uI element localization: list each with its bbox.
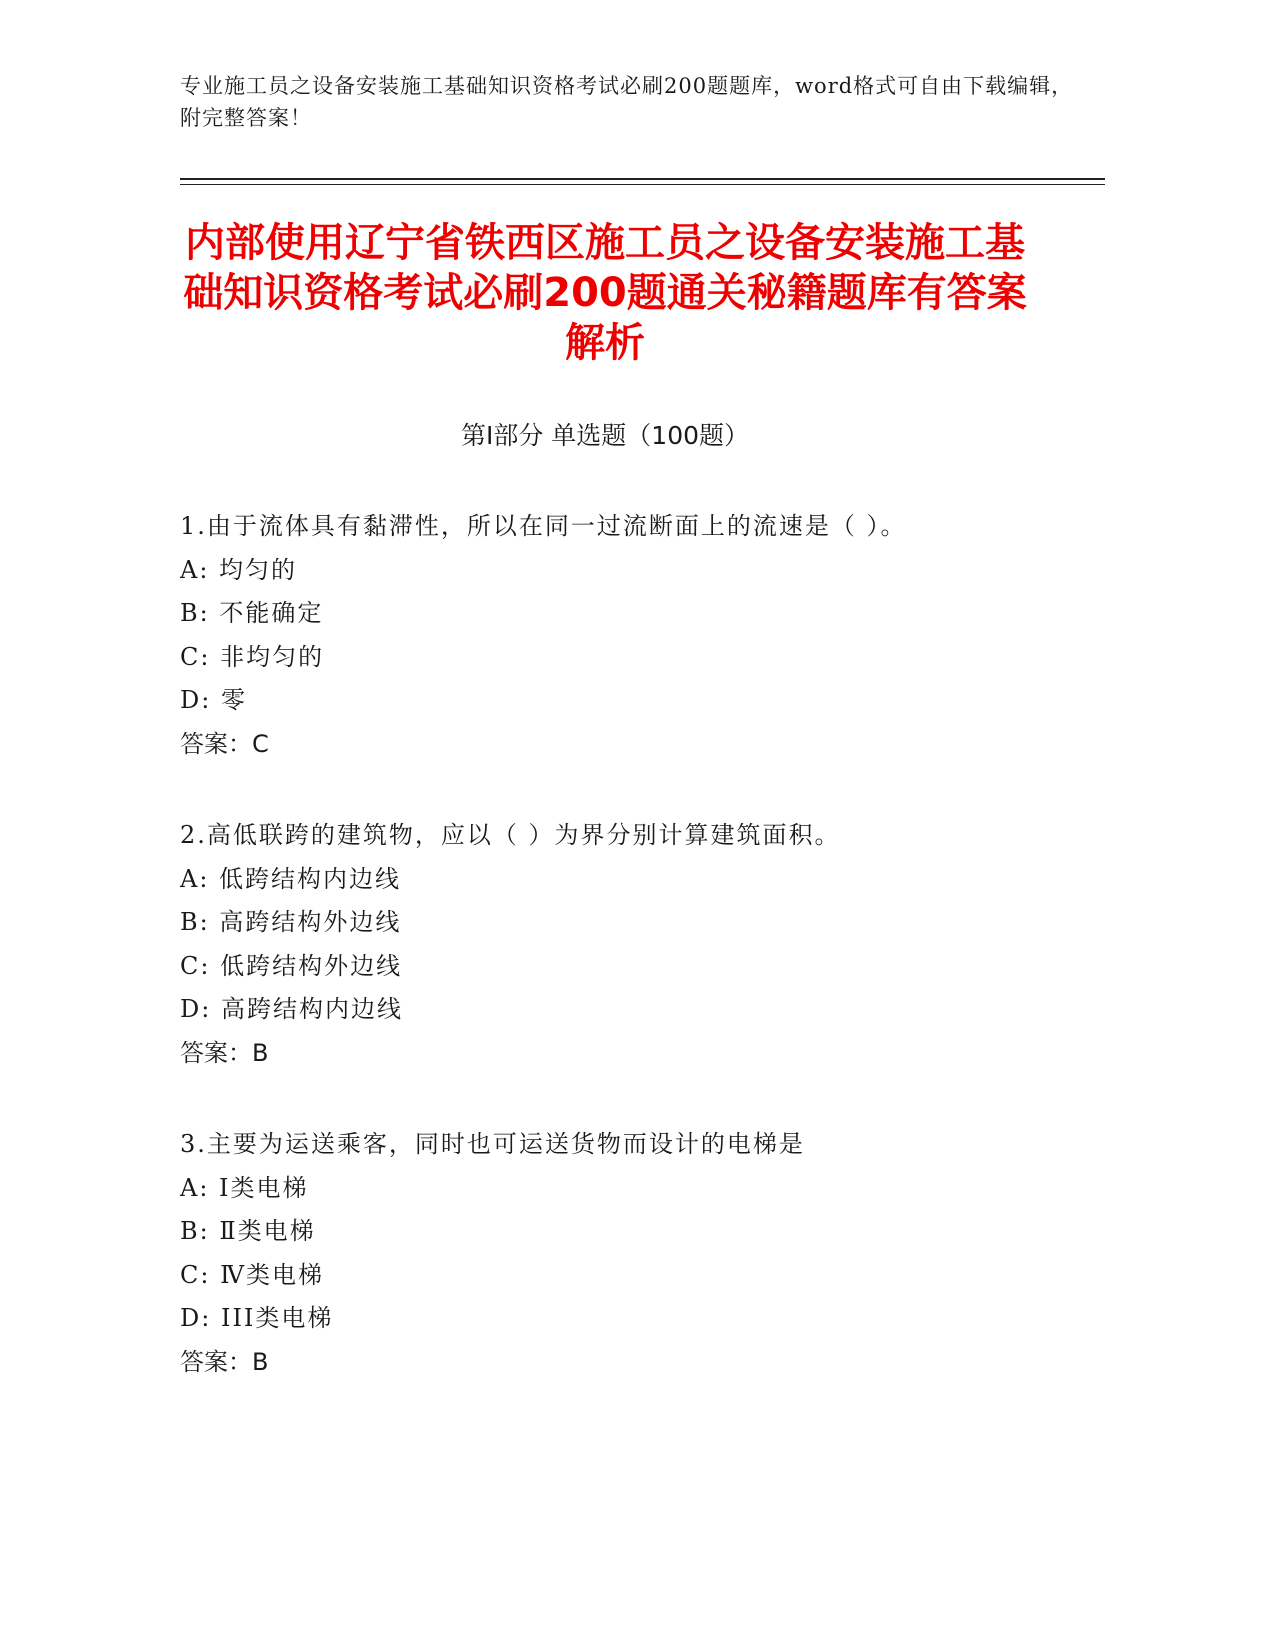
question-list xyxy=(180,505,1100,1432)
option-d: D: III类电梯 xyxy=(180,1304,334,1332)
question-stem: 1.由于流体具有黏滞性，所以在同一过流断面上的流速是（ ）。 xyxy=(180,512,907,540)
option-c: C: 低跨结构外边线 xyxy=(180,951,403,980)
option-a: A: 低跨结构内边线 xyxy=(180,864,402,893)
option-b: B: 不能确定 xyxy=(180,599,324,627)
answer: 答案：B xyxy=(180,1038,269,1067)
answer: 答案：B xyxy=(180,1347,269,1376)
option-d: D: 零 xyxy=(180,686,247,714)
document-title: 内部使用辽宁省铁西区施工员之设备安装施工基础知识资格考试必刷200题通关秘籍题库有答案解析 xyxy=(183,220,1027,366)
question-3 xyxy=(180,1123,1100,1384)
header-divider-thin xyxy=(180,184,1105,185)
option-b: B: 高跨结构外边线 xyxy=(180,908,402,936)
option-d: D: 高跨结构内边线 xyxy=(180,995,403,1023)
option-a: A: 均匀的 xyxy=(180,555,298,584)
question-stem: 2.高低联跨的建筑物，应以（ ）为界分别计算建筑面积。 xyxy=(180,821,841,849)
question-2 xyxy=(180,814,1100,1075)
header-note: 专业施工员之设备安装施工基础知识资格考试必刷200题题库，word格式可自由下载编辑，附完整答案！ xyxy=(180,74,1074,130)
header-divider-thick xyxy=(180,178,1105,180)
question-stem: 3.主要为运送乘客，同时也可运送货物而设计的电梯是 xyxy=(180,1130,805,1158)
option-b: B: Ⅱ类电梯 xyxy=(180,1217,316,1245)
option-a: A: I类电梯 xyxy=(180,1173,309,1202)
question-1 xyxy=(180,505,1100,766)
section-heading: 第I部分 单选题（100题） xyxy=(460,421,750,450)
option-c: C: Ⅳ类电梯 xyxy=(180,1260,325,1289)
answer: 答案：C xyxy=(180,729,269,758)
option-c: C: 非均匀的 xyxy=(180,642,325,671)
